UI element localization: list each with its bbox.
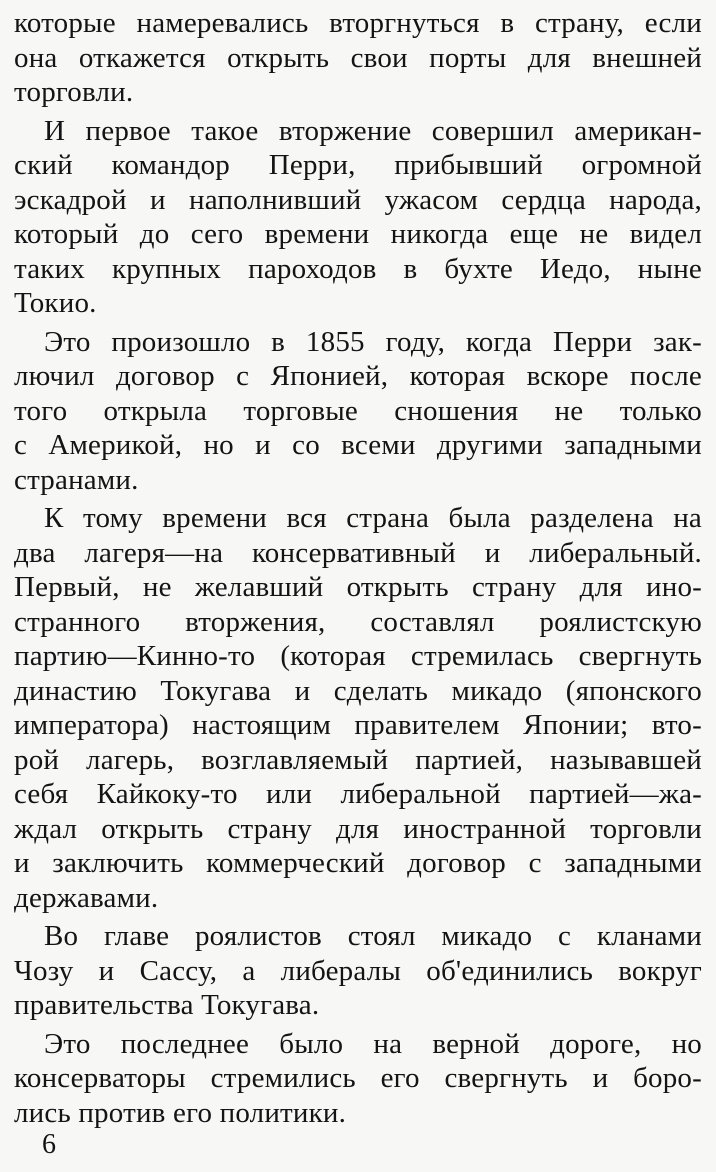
text-line: лючил договор с Японией, которая вскоре после <box>14 360 702 392</box>
text-line: торговли. <box>14 76 134 108</box>
text-line: партию—Кинно-то (которая стремилась свергнуть <box>14 640 702 672</box>
text-line: правительства Токугава. <box>14 989 320 1021</box>
text-line: рой лагерь, возглавляемый партией, называвшей <box>14 743 702 776</box>
text-line: который до сего времени никогда еще не видел <box>14 218 702 250</box>
body-text <box>14 6 702 1134</box>
paragraph <box>14 114 702 321</box>
paragraph <box>14 501 702 915</box>
text-line: она откажется открыть свои порты для внешней <box>14 41 702 74</box>
page-number: 6 <box>42 1129 56 1160</box>
text-line: лись против его политики. <box>14 1096 347 1129</box>
text-line: Токио. <box>14 287 97 319</box>
text-line: таких крупных пароходов в бухте Иедо, ныне <box>14 252 702 285</box>
text-line: Это произошло в 1855 году, когда Перри зак- <box>44 325 702 358</box>
text-line: Это последнее было на верной дороге, но <box>44 1027 702 1060</box>
text-line: династию Токугава и сделать микадо (японского <box>14 674 702 707</box>
paragraph <box>14 325 702 498</box>
text-line: и заключить коммерческий договор с западными <box>14 847 702 879</box>
text-line: императора) настоящим правителем Японии; вто- <box>14 709 702 741</box>
paragraph <box>14 919 702 1023</box>
text-line: ждал открыть страну для иностранной торговли <box>14 812 702 845</box>
text-line: того открыла торговые сношения не только <box>14 394 702 427</box>
text-line: К тому времени вся страна была разделена на <box>44 502 702 534</box>
paragraph <box>14 1027 702 1131</box>
text-line: державами. <box>14 881 159 914</box>
text-line: консерваторы стремились его свергнуть и боро- <box>14 1062 702 1094</box>
text-line: Первый, не желавший открыть страну для ино- <box>14 571 702 603</box>
text-line: странного вторжения, составлял роялистскую <box>14 605 702 638</box>
text-line: себя Кайкоку-то или либеральной партией—жа- <box>14 778 702 810</box>
text-line: И первое такое вторжение совершил американ- <box>44 114 702 147</box>
text-line: ский командор Перри, прибывший огромной <box>14 149 702 181</box>
text-line: два лагеря—на консервативный и либеральный. <box>14 536 702 569</box>
text-line: Чозу и Сассу, а либералы об'единились вокруг <box>14 954 702 987</box>
text-line: Во главе роялистов стоял микадо с кланами <box>44 920 702 952</box>
text-line: эскадрой и наполнивший ужасом сердца народа, <box>14 183 702 216</box>
text-line: странами. <box>14 463 139 496</box>
text-line: с Америкой, но и со всеми другими западными <box>14 429 702 461</box>
paragraph <box>14 6 702 110</box>
text-line: которые намеревались вторгнуться в страну, если <box>14 7 702 39</box>
